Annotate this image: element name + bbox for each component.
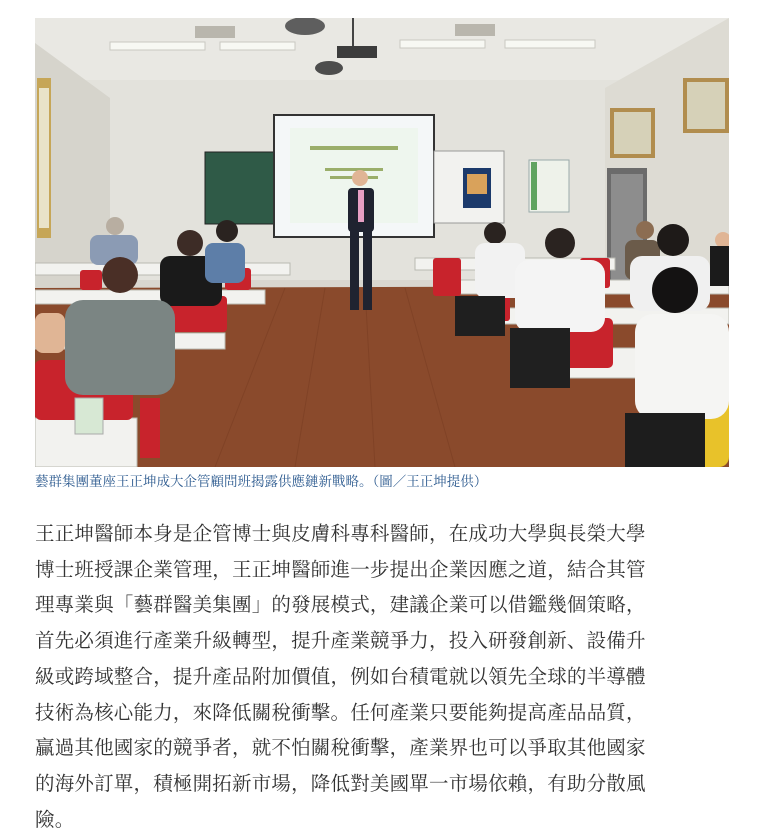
photo-illustration — [35, 18, 729, 467]
projector — [337, 46, 377, 58]
article-paragraph — [35, 516, 730, 837]
photo-caption: 藝群集團董座王正坤成大企管顧問班揭露供應鏈新戰略。（圖／王正坤提供） — [35, 474, 488, 490]
paper-cup — [75, 398, 103, 434]
classroom-lecture-photo — [35, 18, 729, 467]
paragraph-line: 贏過其他國家的競爭者，就不怕關稅衝擊，產業界也可以爭取其他國家 — [35, 736, 646, 760]
paragraph-line: 險。 — [35, 807, 75, 831]
paragraph-line: 王正坤醫師本身是企管博士與皮膚科專科醫師，在成功大學與長榮大學 — [35, 522, 646, 545]
paragraph-line: 級或跨域整合，提升產品附加價值，例如台積電就以領先全球的半導體 — [35, 664, 646, 688]
ceiling-fan-2 — [315, 61, 343, 75]
paragraph-line: 的海外訂單，積極開拓新市場，降低對美國單一市場依賴，有助分散風 — [35, 771, 646, 795]
paragraph-line: 理專業與「藝群醫美集團」的發展模式，建議企業可以借鑑幾個策略， — [35, 593, 646, 617]
paragraph-line: 技術為核心能力，來降低關稅衝擊。任何產業只要能夠提高產品品質， — [35, 700, 646, 724]
paragraph-line: 博士班授課企業管理，王正坤醫師進一步提出企業因應之道，結合其管 — [35, 557, 646, 581]
paragraph-line: 首先必須進行產業升級轉型，提升產業競爭力，投入研發創新、設備升 — [35, 629, 646, 653]
chalkboard — [205, 152, 277, 224]
